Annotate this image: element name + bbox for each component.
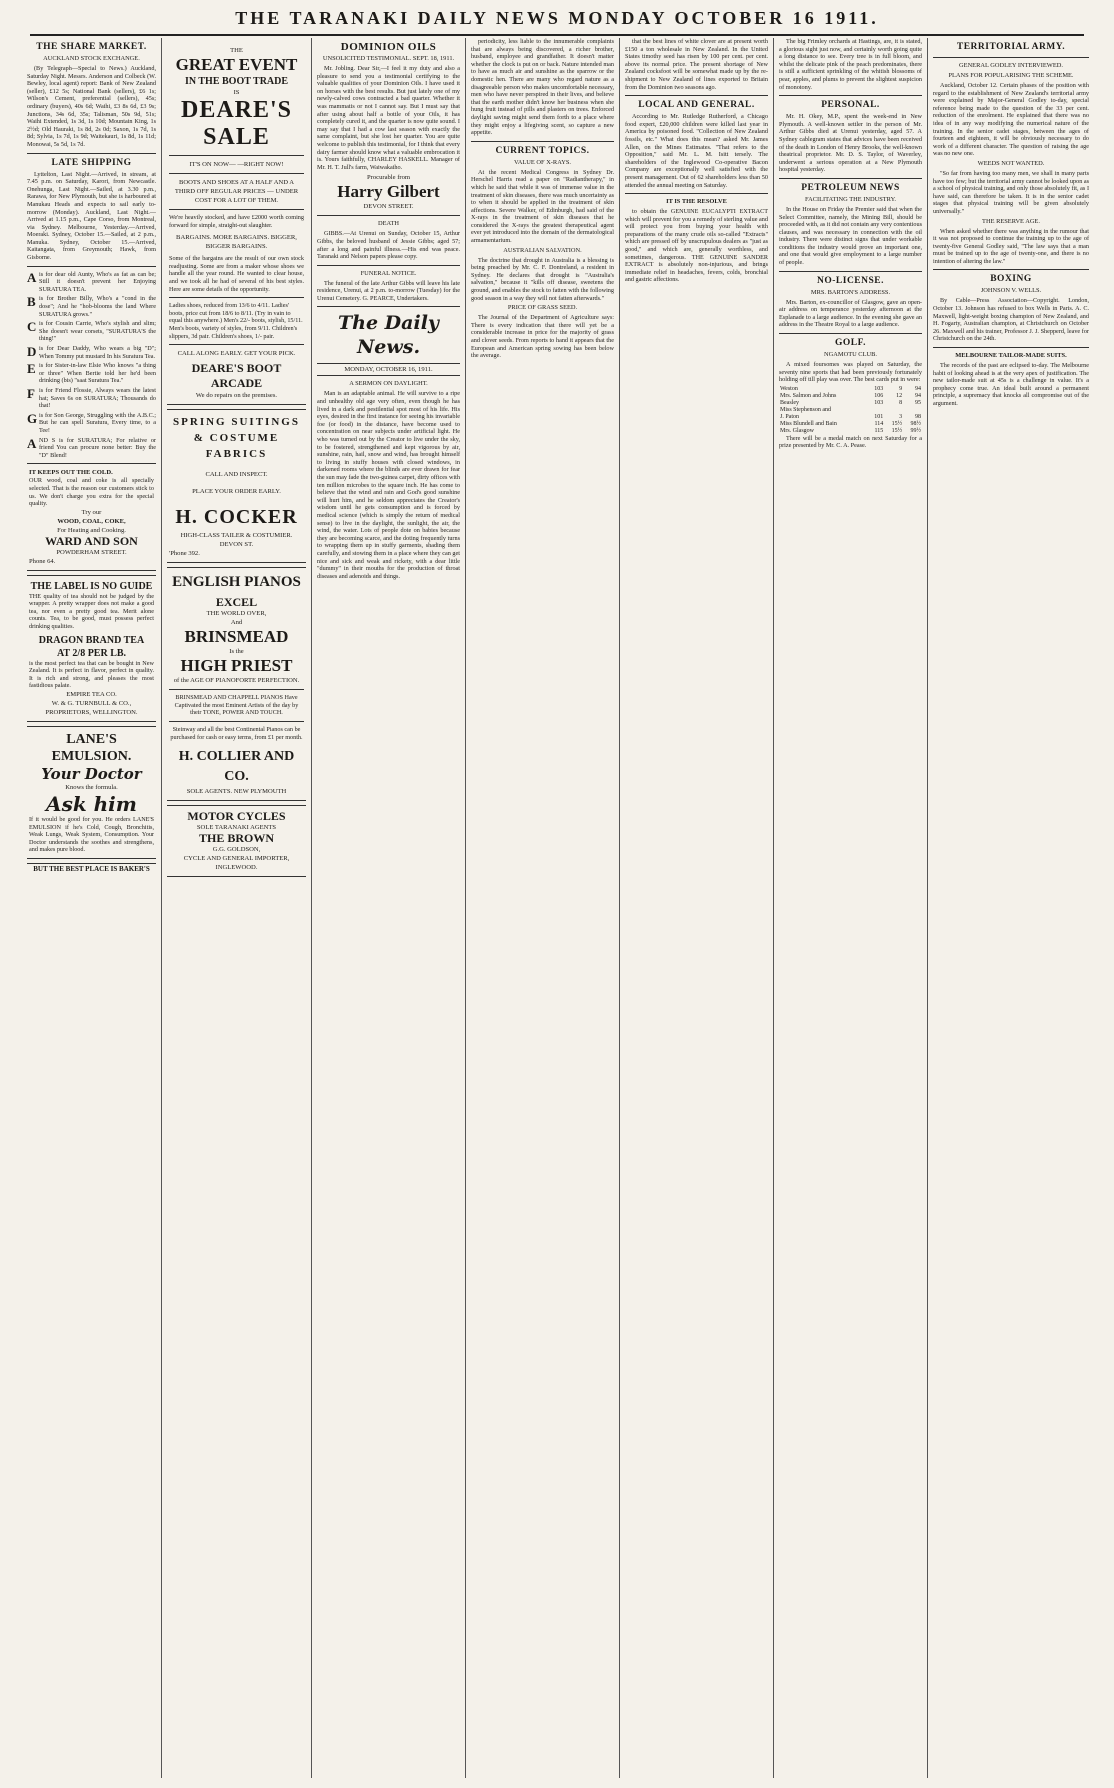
golf-score-cell: 15½ bbox=[891, 427, 903, 434]
current-topics-heading: CURRENT TOPICS. bbox=[495, 145, 590, 156]
label-text: THE quality of tea should not be judged by the wrapper. A pretty wrapper does not make a good tea, nor even a pretty good tea. Merit alone counts. Tea, to be good, must possess perfect drinking qualities. bbox=[29, 592, 154, 631]
divider bbox=[779, 178, 922, 179]
death-heading: DEATH bbox=[378, 220, 399, 228]
verse-text: is for Dear Daddy, Who wears a big "D"; When Tommy put mustard In his Suratura Tea. bbox=[39, 345, 156, 360]
lane-heading: LANE'S EMULSION. bbox=[51, 732, 132, 765]
divider bbox=[169, 689, 304, 690]
verse-f bbox=[27, 387, 156, 410]
stock-exchange-subheading: AUCKLAND STOCK EXCHANGE. bbox=[43, 55, 140, 62]
verse-capital: F bbox=[27, 385, 35, 401]
place-order: PLACE YOUR ORDER EARLY. bbox=[192, 488, 281, 496]
golf-score-cell bbox=[903, 407, 922, 414]
pianos-excel: EXCEL bbox=[215, 595, 258, 610]
verse-a bbox=[27, 271, 156, 294]
lane-doctor: Your Doctor bbox=[41, 765, 142, 784]
column-4 bbox=[466, 38, 620, 1778]
verse-capital: D bbox=[27, 344, 37, 359]
australian-salvation-heading: AUSTRALIAN SALVATION. bbox=[503, 246, 582, 254]
resolve-text: to obtain the GENUINE EUCALYPTI EXTRACT which will prevent for you a remedy of sterling value and will protect you from buying your health with preparations of the many crude oils so-called "Extracts" which are pressed off by unscrupulous dealers as "just as good," and which are, generally worthless, and sometimes, dangerous. THE GENUINE SANDER EXTRACT is absolutely non-injurious, and brings immediate relief in headaches, fevers, colds, bronchial and gastric affections. bbox=[625, 208, 768, 284]
grass-seed-text: The Journal of the Department of Agriculture says: There is every indication that there will yet be a considerable increase in price for the majority of grass and clover seeds. From reports to hand it appears that the European and American spring sowing has been below the average. bbox=[471, 314, 614, 360]
sale-prices: Ladies shoes, reduced from 13/6 to 4/11. Ladies' boots, price cut from 18/6 to 8/11. (Try in vain to equal this anywhere.) Men's 22/- boots, stylish, 15/11. Men's boots, variety of styles, from 9/11. Children's slippers, 3d pair. Children's shoes, 1/- pair. bbox=[169, 302, 303, 340]
sale-sale: SALE bbox=[203, 124, 270, 150]
verse-text: is for Cousin Carrie, Who's stylish and slim; She doesn't wear corsets, "SURATURA'S the thing!" bbox=[39, 320, 156, 343]
divider bbox=[933, 347, 1089, 348]
call-inspect: CALL AND INSPECT. bbox=[205, 471, 268, 479]
boxing-heading: BOXING bbox=[990, 274, 1032, 285]
suratura-verses bbox=[27, 271, 156, 460]
column-3 bbox=[312, 38, 466, 1778]
golf-score-cell: 103 bbox=[874, 399, 884, 406]
divider bbox=[625, 193, 768, 194]
golf-score-cell: 15½ bbox=[891, 420, 903, 427]
petroleum-text: In the House on Friday the Premier said that when the Select Committee, namely, the Mining Bill, should be proceeded with, as it did not contain any very contentious clauses, and was necessary in connection with the oil industry. There were distinct signs that under workable conditions the industry would prove an important one, and one that would give employment to a large number of people. bbox=[779, 205, 922, 267]
golf-score-cell: 106 bbox=[874, 392, 884, 399]
divider bbox=[27, 266, 156, 267]
verse-text: is for Sister-in-law Elsie Who knows "a thing or three" When Bertie told her he'd been drinking (bis) "saat Suratura Tea." bbox=[39, 362, 156, 385]
territorial-text: Auckland, October 12. Certain phases of the position with regard to the establishment of New Zealand's territorial army were explained by Major-General Godley to-day, special reference being made to the question of the 33 per cent. reduction of the enrolment. He explained that there was no idea of in any way modifying the numerical nature of the training. In the senior cadet stages, between the ages of fourteen and eighteen, it will be obviously necessary to do work of a different character. The question of raising the age was no new one. bbox=[933, 82, 1089, 158]
funeral-heading: FUNERAL NOTICE. bbox=[360, 269, 417, 277]
verse-c bbox=[27, 320, 156, 343]
sale-boot-trade: IN THE BOOT TRADE bbox=[184, 76, 289, 87]
golf-score-cell: Weston bbox=[780, 385, 798, 392]
column-7 bbox=[928, 38, 1094, 1778]
divider bbox=[169, 721, 304, 722]
collier-name: H. COLLIER AND CO. bbox=[178, 749, 295, 785]
personal-heading: PERSONAL. bbox=[821, 100, 880, 111]
divider bbox=[169, 173, 304, 174]
verse-g bbox=[27, 412, 156, 435]
petroleum-subheading: FACILITATING THE INDUSTRY. bbox=[805, 195, 896, 203]
territorial-subheading: GENERAL GODLEY INTERVIEWED. bbox=[959, 62, 1063, 69]
orchards-text: The big Frimley orchards at Hastings, are, it is stated, a glorious sight just now, and certainly worth going quite a long distance to see. Every tree is in full bloom, and whilst the delicate pink of the peach predominates, there is still a sufficient sprinkling of the whitish blossoms of pear, apples, and plums to prevent the slightest suspicion of monotony. bbox=[779, 38, 922, 91]
deares-sale-advert bbox=[167, 42, 306, 405]
spring-suitings: SPRING SUITINGS & COSTUME FABRICS bbox=[173, 416, 300, 461]
divider bbox=[779, 271, 922, 272]
lane-formula: Knows the formula. bbox=[65, 784, 118, 792]
golf-heading: GOLF. bbox=[835, 338, 866, 349]
verse-capital: A bbox=[27, 435, 37, 451]
coal-phone: Phone 64. bbox=[29, 557, 56, 565]
verse-text: is for Son George, Struggling with the A.B.C.; But he can spell Suratura, Every time, to a Tee! bbox=[39, 411, 156, 434]
local-general-heading: LOCAL AND GENERAL. bbox=[638, 100, 755, 111]
golf-score-cell: 98 bbox=[915, 413, 921, 420]
dragon-heading: DRAGON BRAND TEA bbox=[38, 634, 145, 646]
sale-arcade: DEARE'S BOOT ARCADE bbox=[191, 361, 282, 391]
weeds-text: "So far from having too many men, we shall in many parts have too few; but the territorial army cannot be looked upon as a school of physical training, and only those absolutely fit, as I have said, can therefore be taken. It is in the senior cadet stages that physical training will be given absolutely universally." bbox=[933, 169, 1089, 215]
xray-text: At the recent Medical Congress in Sydney Dr. Herschel Harris read a paper on "Radiantherapy," in which he said that while it was of immense value in the treatment of skin diseases, there was much uncertainty as to when it should be applied in the treatment of skin affections. Severe Walker, of Edinburgh, had said of the X-rays in the treatment of skin diseases that he considered the X-rays the greatest therapeutical agent ever yet introduced into the domain of the dermatological armamentarium. bbox=[471, 168, 614, 245]
golf-score-row bbox=[779, 414, 922, 421]
coal-advert bbox=[27, 463, 156, 570]
sale-great-event: GREAT EVENT bbox=[175, 55, 298, 74]
golf-score-cell: 103 bbox=[874, 385, 884, 392]
coal-for: For Heating and Cooking. bbox=[57, 526, 126, 534]
dragon-proprietors: W. & G. TURNBULL & CO., PROPRIETORS, WELLINGTON. bbox=[45, 700, 138, 717]
golf-score-cell: 12 bbox=[896, 392, 903, 399]
collier-agents: SOLE AGENTS. NEW PLYMOUTH bbox=[186, 788, 287, 796]
motor-heading: MOTOR CYCLES bbox=[187, 809, 286, 824]
pianos-and: And bbox=[230, 619, 243, 627]
golf-score-cell: 95 bbox=[915, 399, 921, 406]
golf-score-row bbox=[779, 428, 922, 435]
verse-text: is for Brother Billy, Who's a "cond in the dose"; And he "hob-blooms the land Where SURATURA grows." bbox=[39, 295, 156, 318]
australian-salvation-text: The doctrine that drought in Australia is a blessing is being preached by Mr. C. F. Dontreland, a resident in Sydney. He declares that drought is "Australia's salvation," because it "kills off disease, sweetens the ground, and enables the stock to fatten with the following good season in a way they will not fatten afterwards." bbox=[471, 256, 614, 302]
verse-text: ND S is for SURATURA; For relative or friend You can procure none better: Buy the "D" Blend! bbox=[39, 436, 156, 459]
dragon-text: is the most perfect tea that can be bought in New Zealand. It is perfect in flavor, perfect in quality. It is rich and strong, and pleases the most fastidious palate. bbox=[29, 659, 154, 690]
sale-now: IT'S ON NOW— —RIGHT NOW! bbox=[189, 161, 284, 168]
golf-score-cell: 114 bbox=[874, 420, 884, 427]
coal-text: OUR wood, coal and coke is all specially selected. That is the reason our customers stick to us. We don't charge you extra for the special quality. bbox=[29, 477, 154, 508]
pianos-age: of the AGE OF PIANOFORTE PERFECTION. bbox=[173, 677, 300, 685]
share-market-heading: THE SHARE MARKET. bbox=[36, 42, 147, 52]
oils-subheading: UNSOLICITED TESTIMONIAL. SEPT. 18, 1911. bbox=[322, 55, 455, 62]
no-license-heading: NO-LICENSE. bbox=[817, 275, 884, 286]
daily-news-title: The Daily News. bbox=[338, 312, 439, 359]
golf-end: There will be a medal match on next Saturday for a prize presented by Mr. C. A. Pease. bbox=[779, 434, 922, 450]
golf-score-cell: Mrs. Salmon and Johns bbox=[780, 392, 837, 399]
territorial-heading: TERRITORIAL ARMY. bbox=[956, 42, 1066, 52]
divider bbox=[625, 95, 768, 96]
golf-score-cell: Mrs. Glasgow bbox=[780, 427, 814, 434]
verse-capital: B bbox=[27, 294, 36, 310]
cocker-advert bbox=[167, 409, 306, 563]
column-1 bbox=[22, 38, 162, 1778]
divider bbox=[317, 265, 460, 266]
golf-score-row bbox=[779, 400, 922, 407]
verse-b bbox=[27, 295, 156, 318]
golf-score-cell: Miss Blundell and Bain bbox=[780, 420, 837, 427]
divider bbox=[317, 306, 460, 307]
sale-body: Some of the bargains are the result of our own stock readjusting. Some are from a maker whose shoes we handle all the year round. He wanted to clear house, and we took all he had of several of his best styles. Here are some details of the opportunity. bbox=[169, 255, 304, 293]
columns bbox=[22, 38, 1094, 1778]
divider bbox=[169, 155, 304, 156]
golf-subheading: NGAMOTU CLUB. bbox=[824, 351, 877, 359]
sale-call: CALL ALONG EARLY. GET YOUR PICK. bbox=[177, 350, 296, 358]
dragon-company: EMPIRE TEA CO. bbox=[66, 691, 117, 699]
golf-score-row bbox=[779, 407, 922, 414]
lane-text: If it would be good for you. He orders LANE'S EMULSION if he's Cold, Cough, Bronchitis, Weak Lungs, Weak System, Consumption. Your Doctor understands the soothes and strengthens, and makes pure blood. bbox=[29, 816, 154, 854]
sale-is: IS bbox=[233, 89, 240, 96]
boxing-text: By Cable—Press Association—Copyright. London, October 13. Johnson has refused to box Wells in Paris. A. C. Maxwell, light-weight boxing champion of New Zealand, and H. Fogarty, Australian champion, at Christchurch on October 26. Maxwell and his trainer, Professor J. J. Shepperd, leave for Christchurch on the 24th. bbox=[933, 297, 1089, 343]
motor-cycle: CYCLE AND GENERAL IMPORTER, INGLEWOOD. bbox=[183, 855, 290, 872]
reserve-heading: THE RESERVE AGE. bbox=[982, 217, 1040, 225]
resolve-heading: IT IS THE RESOLVE bbox=[666, 198, 727, 206]
pianos-heading: ENGLISH PIANOS bbox=[172, 574, 301, 591]
no-license-text: Mrs. Barton, ex-councillor of Glasgow, gave an open-air address on temperance yesterday afternoon at the Esplanade to a large audience. In the evening she gave an address in the Theatre Royal to a large audience. bbox=[779, 298, 922, 329]
pianos-is-the: Is the bbox=[229, 648, 244, 656]
verse-capital: E bbox=[27, 361, 36, 377]
sale-stock: We're heavily stocked, and have £2000 worth coming forward for simple, straight-out slaughter. bbox=[169, 214, 304, 229]
verse-and-s bbox=[27, 437, 156, 460]
divider bbox=[933, 269, 1089, 270]
sermon-text: Man is an adaptable animal. He will survive to a ripe and unhealthy old age very often, even though he has lived in a dark and pestilential spot most of his life. His eyes, desired in the first instance for seeing his invariable foe (or food) in the distance, have become used to concentration on near subjects under artificial light. He who was turned out by the Creator to live under the sky, to be fostered, strengthened and kept vigorous by air, sunshine, rain, hail, snow and wind, has brought himself to living in stuffy houses with closed windows, in darkened rooms where the blinds are ever drawn for fear the sun may fade the two-guinea carpet, dirty offices with ten million microbes to the square inch. He has come to believe that the wind and rain and God's good sunshine will hurt him, and he seldom appreciates the Creator's wisdom until he gets consumption and is forced by medical science (which is simply the return of medical sense) to live in the daylight, the sunlight, the air, the wind, the water. Lots of people dote on babies because they are becoming scarce, and the doting frequently turns to wrapping them up in stuffy garments, shading them carefully, and stowing them in a place where they can get nice and sick and weak and rickety, with a dear little "dummy" in their mouths for the production of throat diseases and adenoids and things. bbox=[317, 390, 460, 580]
column-6 bbox=[774, 38, 928, 1778]
verse-capital: G bbox=[27, 410, 38, 426]
lanes-emulsion-advert bbox=[27, 726, 156, 859]
verse-d bbox=[27, 345, 156, 360]
pianos-high-priest: HIGH PRIEST bbox=[180, 656, 293, 676]
golf-score-cell: 9 bbox=[899, 385, 903, 392]
grass-seed-heading: PRICE OF GRASS SEED. bbox=[507, 304, 578, 312]
cocker-phone: 'Phone 392. bbox=[169, 550, 200, 558]
sale-boots: BOOTS AND SHOES AT A HALF AND A THIRD OFF REGULAR PRICES — UNDER COST FOR A LOT OF THEM. bbox=[174, 179, 299, 204]
verse-text: is for dear old Aunty, Who's as fat as can be; Still it doesn't prevent her Enjoying SURATURA TEA. bbox=[39, 270, 156, 293]
motor-brown: THE BROWN bbox=[198, 831, 274, 846]
label-heading: THE LABEL IS NO GUIDE bbox=[30, 580, 153, 592]
weeds-heading: WEEDS NOT WANTED. bbox=[977, 159, 1045, 167]
cocker-sub: HIGH-CLASS TAILER & COSTUMIER. DEVON ST. bbox=[180, 532, 293, 549]
petroleum-heading: PETROLEUM NEWS bbox=[801, 182, 900, 193]
coal-items: WOOD, COAL, COKE, bbox=[57, 517, 126, 525]
territorial-subheading-2: PLANS FOR POPULARISING THE SCHEME. bbox=[948, 72, 1074, 79]
sermon-continued: periodicity, less liable to the innumerable complaints that are always being discovered, a richer brother, husband, employee and grandfather. It doesn't matter whether the clock is put on or back. Nature intended man to have as much air and sunshine as the sparrow or the domestic hen. There are many who regard nature as a disagreeable person who makes uncomfortable necessary, men who have never perspired in their lives, and believe that the earth mother didn't know her business when she hung fruit instead of pills and plasters on trees. Enforced daylight saving might send them forth to a place where they might enjoy a lifegiving scent, so capture a new appetite. bbox=[471, 38, 614, 137]
oils-devon: DEVON STREET. bbox=[363, 203, 414, 211]
divider bbox=[933, 57, 1089, 58]
golf-score-cell: 94 bbox=[915, 385, 921, 392]
golf-score-cell: Miss Stephenson and bbox=[780, 406, 831, 413]
golf-score-cell: 94 bbox=[915, 392, 921, 399]
pianos-brinsmead: BRINSMEAD bbox=[184, 627, 289, 647]
verse-text: is for Friend Flossie, Always wears the latest hat; Saves 6s on SURATURA; Thousands do that! bbox=[39, 386, 156, 410]
no-license-subheading: MRS. BARTON'S ADDRESS. bbox=[810, 288, 891, 296]
share-market-text: (By Telegraph—Special to News.) Auckland, Saturday Night. Messrs. Anderson and Colbeck (W. Bewley, local agent) report: Bank of New Zealand (seller), £12 5s; National Bank (sellers), £6 1s; Wilson's Cement, preferential (sellers), 45s; ordinary (buyers), 40s 6d; Waihi, £3 8s 6d, £3 9s; Junctions, 34s 6d, 35s; Talisman, 50s 9d, 51s; Waihi Extended, 1s 3d, 1s 10d; Mountain King, 1s 2½d; Old Hauraki, 1s 8d, 2s 0d; Saxon, 1s 7d, 1s 8d; Sylvia, 1s 7d, 1s 9d; Waitekauri, 1s 8d, 1s 11d; Monowai, 5s 5d, 1s 7d. bbox=[27, 65, 156, 148]
verse-e bbox=[27, 362, 156, 385]
golf-score-cell bbox=[884, 407, 903, 414]
divider bbox=[169, 209, 304, 210]
grass-seed-continued: that the best lines of white clover are at present worth £150 a ton wholesale in New Zealand. In the United States timothy seed has risen by 100 per cent. per cent. above its normal price. The present shortage of New Zealand cocksfoot will be somewhat made up by the re-shipment to New Zealand of lines exported to Britain from the Dominion two seasons ago. bbox=[625, 38, 768, 91]
shipping-text: Lyttelton, Last Night.—Arrived, in stream, at 7.45 p.m. on Saturday, Karori, from Newcastle. Onehunga, Last Night.—Sailed, at 3.30 p.m., Rarawa, for New Plymouth, but she is harboured at Manukau Heads and expects to sail early to-morrow (Monday). Auckland, Last Night.—Arrived at 1.15 p.m., Cape Corso, from Montreal, via Sydney. Melbourne, Yesterday.—Arrived, Moeraki. Sydney, October 15.—Sailed, at 2 p.m., Manuka. Sydney, October 15.—Arrived, Kaitangata, from Greymouth; Hawk, from Gisborne. bbox=[27, 170, 156, 262]
golf-score-cell: 98½ bbox=[910, 420, 921, 427]
xray-heading: VALUE OF X-RAYS. bbox=[514, 158, 571, 166]
sermon-heading: A SERMON ON DAYLIGHT. bbox=[349, 380, 428, 388]
pianos-chappell: BRINSMEAD AND CHAPPELL PIANOS Have Captivated the most Eminent Artists of the day by their TONE, POWER AND TOUCH. bbox=[174, 694, 299, 717]
golf-score-cell: 115 bbox=[874, 427, 884, 434]
sale-bargains: BARGAINS. MORE BARGAINS. BIGGER, BIGGER BARGAINS. bbox=[176, 234, 297, 251]
sale-repairs: We do repairs on the premises. bbox=[195, 392, 278, 400]
golf-score-cell: 101 bbox=[874, 413, 884, 420]
divider bbox=[779, 95, 922, 96]
divider bbox=[317, 215, 460, 216]
personal-text: Mr. H. Okey, M.P., spent the week-end in New Plymouth. A well-known settler in the person of Mr. Arthur Gibbs died at Urenui yesterday, aged 57. A Sydney cablegram states that advices have been received of the death in London of Henry Brooks, the well-known theatrical proprietor. Mr. D. S. Taylor, of Waverley, underwent a serious operation at a New Plymouth hospital yesterday. bbox=[779, 113, 922, 174]
verse-capital: A bbox=[27, 269, 37, 285]
death-text: GIBBS.—At Urenui on Sunday, October 15, Arthur Gibbs, the beloved husband of Jessie Gibbs; aged 57; after a long and painful illness.—His end was peace. Taranaki and Nelson papers please copy. bbox=[317, 230, 460, 261]
golf-score-cell: J. Paton bbox=[780, 413, 800, 420]
bakers-advert: BUT THE BEST PLACE IS BAKER'S bbox=[27, 863, 156, 874]
golf-score-row bbox=[779, 393, 922, 400]
golf-score-cell: 99½ bbox=[910, 427, 921, 434]
pianos-advert bbox=[167, 567, 306, 801]
masthead: THE TARANAKI DAILY NEWS MONDAY OCTOBER 16 1911. bbox=[30, 8, 1084, 36]
golf-score-cell: 8 bbox=[899, 399, 903, 406]
pianos-steinway: Steinway and all the best Continental Pianos can be purchased for cash or easy terms, from £1 per month. bbox=[170, 725, 303, 741]
oils-gilbert: Harry Gilbert bbox=[337, 182, 440, 202]
boxing-subheading: JOHNSON V. WELLS. bbox=[980, 287, 1042, 295]
divider bbox=[169, 297, 304, 298]
divider bbox=[27, 153, 156, 154]
golf-score-row bbox=[779, 421, 922, 428]
sale-the: THE bbox=[230, 47, 243, 54]
column-2 bbox=[162, 38, 312, 1778]
golf-scores-table bbox=[779, 386, 922, 435]
daily-news-date: MONDAY, OCTOBER 16, 1911. bbox=[317, 363, 460, 376]
dragon-price: AT 2/8 PER LB. bbox=[56, 647, 127, 659]
tailor-text: The records of the past are eclipsed to-day. The Melbourne habit of looking ahead is at the very apex of justification. The new tailor-made suit at 45s is a challenge in value. It's a prophecy come true. An ideal built around a permanent principle, a supremacy that knocks all compromise out of the argument. bbox=[933, 362, 1089, 407]
golf-text: A mixed foursomes was played on Saturday, the seventy nine sports that had been previously fortunately holding off till play was over. The best cards put in were: bbox=[779, 361, 922, 384]
local-general-text: According to Mr. Rutledge Rutherford, a Chicago food expert, £20,000 children were killed last year in America by poisoned food. "Collection of New Zealand fossils, etc." What does this mean? asked Mr. James Allen, on the Mines Estimates. "That refers to the Opposition," said Mr. L. M. Isitt tersely. The shareholders of the Inglewood Co-operative Bacon Company are exceptionally well satisfied with the present management. Out of 62 shareholders less than 50 attended the annual meeting on Saturday. bbox=[625, 113, 768, 189]
cocker-name: H. COCKER bbox=[175, 506, 298, 529]
divider bbox=[779, 333, 922, 334]
shipping-heading: LATE SHIPPING bbox=[51, 157, 132, 168]
golf-score-cell bbox=[868, 407, 885, 414]
oils-text: Mr. Jobling. Dear Sir,—I feel it my duty and also a pleasure to send you a testimonial certifying to the valuable qualities of your Dominion Oils. I have used it on horses with the best results. But just lately one of my newly-calved cows contracted a bad quarter. Whether it was mammatis or not I cannot say. But I must say that after using about half a bottle of your Oils, it has completely cured it, and the quarter is now quite sound. I may say that I had a cow last season with exactly the same complaint, but she lost her quarter. You are quite welcome to publish this testimonial, for I think that every dairy farmer should know what a valuable embrocation it is. Yours faithfully, CHARLEY HASKELL. Manager of Mr. H. T. Jull's farm, Waiwakaiho. bbox=[317, 65, 460, 171]
sale-deares: DEARE'S bbox=[180, 97, 293, 123]
oils-procurable: Procurable from bbox=[366, 174, 411, 182]
coal-lead: IT KEEPS OUT THE COLD. bbox=[29, 469, 113, 477]
tailor-heading: MELBOURNE TAILOR-MADE SUITS. bbox=[955, 352, 1067, 360]
coal-firm: WARD AND SON bbox=[45, 533, 138, 548]
verse-capital: C bbox=[27, 319, 37, 335]
golf-score-cell: 3 bbox=[899, 413, 903, 420]
divider bbox=[471, 141, 614, 142]
golf-score-cell: Beasley bbox=[780, 399, 799, 406]
reserve-text: When asked whether there was anything in the rumour that it was not proposed to continue the training up to the age of twenty-five General Godley said, "The law says that a man must be trained up to the age of twenty-one, and there is no intention of altering the law." bbox=[933, 227, 1089, 265]
tea-label-advert bbox=[27, 575, 156, 722]
motor-goldson: G.G. GOLDSON, bbox=[212, 846, 261, 854]
column-5 bbox=[620, 38, 774, 1778]
motor-sole: SOLE TARANAKI AGENTS bbox=[196, 824, 277, 832]
coal-try: Try our bbox=[81, 508, 102, 516]
motor-cycles-advert bbox=[167, 805, 306, 877]
divider bbox=[169, 344, 304, 345]
pianos-world: THE WORLD OVER, bbox=[206, 610, 267, 618]
funeral-text: The funeral of the late Arthur Gibbs will leave his late residence, Urenui, at 2 p.m. to-morrow (Tuesday) for the Urenui Cemetery. G. PEARCE, Undertakers. bbox=[317, 279, 460, 302]
lane-ask: Ask him bbox=[46, 792, 137, 817]
oils-heading: DOMINION OILS bbox=[340, 41, 437, 53]
golf-score-row bbox=[779, 386, 922, 393]
coal-street: POWDERHAM STREET. bbox=[56, 548, 127, 556]
